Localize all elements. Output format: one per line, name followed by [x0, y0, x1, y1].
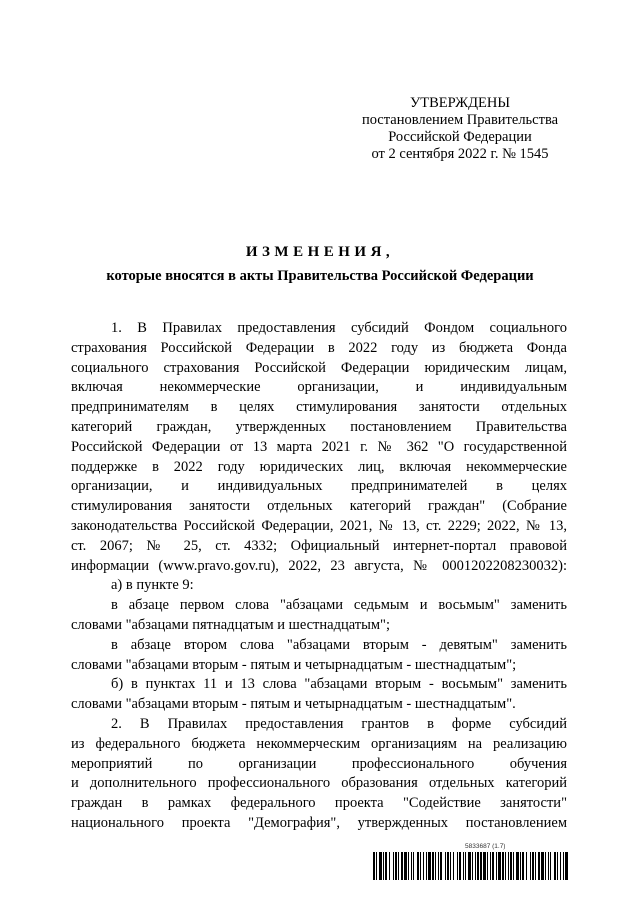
barcode-bar: [548, 852, 549, 880]
barcode-bar: [492, 852, 494, 880]
body-line: в абзаце втором слова "абзацами вторым - девятым" заменить: [111, 636, 567, 653]
body-line: поддержке в 2022 году юридических лиц, включая некоммерческие: [71, 458, 567, 475]
barcode-bar: [383, 852, 384, 880]
barcode-bar: [447, 852, 449, 880]
barcode-bar: [385, 852, 387, 880]
barcode-bar: [426, 852, 427, 880]
barcode-bar: [545, 852, 546, 880]
barcode-bar: [463, 852, 464, 880]
barcode-bar: [535, 852, 536, 880]
barcode-bar: [379, 852, 382, 880]
barcode-bar: [373, 852, 375, 880]
document-body: [71, 319, 567, 834]
body-line: в абзаце первом слова "абзацами седьмым и восьмым" заменить: [111, 597, 567, 614]
barcode-bar: [565, 852, 568, 880]
barcode-bar: [395, 852, 397, 880]
barcode-bar: [538, 852, 540, 880]
barcode-bar: [475, 852, 476, 880]
barcode-bar: [554, 852, 556, 880]
barcode-bar: [404, 852, 407, 880]
barcode-bar: [428, 852, 431, 880]
body-line: а) в пункте 9:: [111, 577, 194, 594]
body-line: организации, и индивидуальных предпринимателей в целях: [71, 478, 567, 495]
barcode-bar: [411, 852, 412, 880]
body-line: словами "абзацами вторым - пятым и четырнадцатым - шестнадцатым";: [71, 656, 517, 673]
approved-authority-line: Российской Федерации: [388, 129, 532, 145]
document-subtitle: которые вносятся в акты Правительства Российской Федерации: [106, 268, 534, 284]
body-line: законодательства Российской Федерации, 2021, № 13, ст. 2229; 2022, № 13,: [71, 517, 567, 534]
barcode-bar: [376, 852, 377, 880]
barcode-bar: [526, 852, 527, 880]
barcode-bar: [438, 852, 439, 880]
barcode-bar: [480, 852, 482, 880]
body-line: и дополнительного профессионального образования отдельных категорий: [71, 775, 567, 792]
body-line: ст. 2067; № 25, ст. 4332; Официальный интернет-портал правовой: [71, 537, 567, 554]
barcode-bar: [550, 852, 551, 880]
document-title: ИЗМЕНЕНИЯ,: [245, 244, 395, 260]
barcode-bar: [516, 852, 519, 880]
body-line: информации (www.pravo.gov.ru), 2022, 23 августа, № 0001202208230032):: [71, 557, 567, 574]
barcode-bar: [487, 852, 488, 880]
barcode-bar: [557, 852, 558, 880]
body-line: категорий граждан, утвержденных постановлением Правительства: [71, 418, 567, 435]
barcode-bar: [408, 852, 409, 880]
body-line: из федерального бюджета некоммерческим организациям на реализацию: [71, 735, 567, 752]
barcode-bar: [505, 852, 506, 880]
barcode-bar: [465, 852, 466, 880]
barcode-bar: [502, 852, 504, 880]
body-line: словами "абзацами вторым - пятым и четырнадцатым - шестнадцатым".: [71, 696, 516, 713]
barcode-bar: [560, 852, 561, 880]
approval-stamp: [340, 95, 580, 163]
barcode-bar: [459, 852, 461, 880]
approved-heading: УТВЕРЖДЕНЫ: [409, 95, 511, 111]
barcode-number: 5833687 (1.7): [465, 843, 506, 850]
barcode-bar: [496, 852, 497, 880]
barcode-bar: [532, 852, 534, 880]
barcode-bar: [498, 852, 501, 880]
barcode-bar: [440, 852, 442, 880]
barcode-bar: [541, 852, 544, 880]
body-line: 2. В Правилах предоставления грантов в форме субсидий: [111, 715, 567, 732]
barcode-bar: [435, 852, 436, 880]
barcode-bar: [522, 852, 524, 880]
barcode-bar: [393, 852, 394, 880]
barcode-bar: [530, 852, 531, 880]
barcode-bar: [457, 852, 458, 880]
body-line: 1. В Правилах предоставления субсидий Фондом социального: [111, 320, 567, 336]
body-line: стимулирования занятости отдельных категорий граждан" (Собрание: [71, 498, 567, 515]
barcode: [373, 852, 569, 880]
barcode-bar: [563, 852, 564, 880]
barcode-bar: [508, 852, 509, 880]
barcode-bar: [445, 852, 446, 880]
body-line: граждан в рамках федерального проекта "Содействие занятости": [71, 795, 567, 812]
barcode-bar: [398, 852, 399, 880]
body-line: словами "абзацами пятнадцатым и шестнадцатым";: [71, 616, 390, 633]
barcode-bar: [453, 852, 454, 880]
body-line: национального проекта "Демография", утвержденных постановлением: [71, 814, 567, 831]
barcode-bar: [413, 852, 414, 880]
barcode-bar: [423, 852, 424, 880]
barcode-bar: [417, 852, 419, 880]
body-line: предпринимателям в целях стимулирования занятости отдельных: [71, 399, 567, 416]
body-line: Российской Федерации от 13 марта 2021 г. № 362 "О государственной: [71, 438, 567, 455]
barcode-bar: [490, 852, 491, 880]
barcode-bar: [401, 852, 403, 880]
barcode-bar: [520, 852, 521, 880]
barcode-bar: [450, 852, 451, 880]
body-line: мероприятий по организации профессионального обучения: [71, 755, 567, 772]
body-line: б) в пунктах 11 и 13 слова "абзацами вторым - восьмым" заменить: [111, 676, 567, 693]
barcode-bar: [432, 852, 434, 880]
barcode-bar: [420, 852, 421, 880]
body-line: включая некоммерческие организации, и индивидуальным: [71, 379, 567, 396]
approved-by-line: постановлением Правительства: [361, 112, 559, 128]
barcode-bar: [483, 852, 486, 880]
body-line: страхования Российской Федерации в 2022 году из бюджета Фонда: [71, 339, 567, 356]
approved-date-line: от 2 сентября 2022 г. № 1545: [371, 146, 549, 162]
body-line: социального страхования Российской Федерации юридическим лицам,: [71, 359, 567, 376]
barcode-bar: [510, 852, 512, 880]
barcode-bar: [477, 852, 479, 880]
barcode-bar: [513, 852, 514, 880]
barcode-bar: [389, 852, 390, 880]
barcode-bar: [468, 852, 471, 880]
barcode-bar: [472, 852, 473, 880]
